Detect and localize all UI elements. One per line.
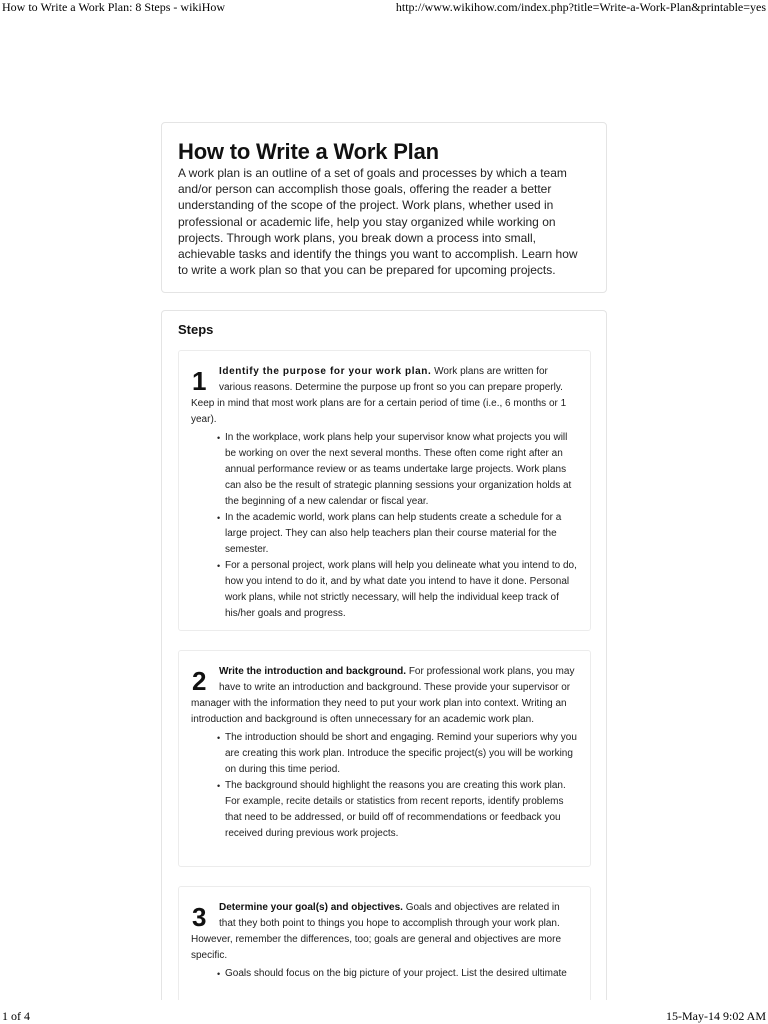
step-description — [191, 900, 578, 964]
step-bullet: • In the academic world, work plans can help students create a schedule for a large project. They can also help teachers plan their course material for the semester. — [225, 510, 578, 558]
print-footer — [0, 1009, 768, 1023]
step-bullet: • In the workplace, work plans help your supervisor know what projects you will be working on over the next several months. These often come right after an annual performance review or as teams undertake large projects. Work plans can also be the result of strategic planning sessions your organization holds at the beginning of a new calendar or fiscal year. — [225, 430, 578, 510]
step-heading: Identify the purpose for your work plan. — [219, 366, 432, 377]
step-bullet: • For a personal project, work plans will help you delineate what you intend to do, how you intend to do it, and by what date you intend to have it done. Personal work plans, while not strictly necessary, will help the individual keep track of his/her goals and progress. — [225, 558, 578, 622]
print-datetime: 15-May-14 9:02 AM — [666, 1009, 766, 1023]
intro-card — [161, 122, 607, 293]
step-heading: Determine your goal(s) and objectives. — [219, 902, 403, 913]
step-body: Work plans are written for various reasons. Determine the purpose up front so you can prepare properly. Keep in mind that most work plans are for a certain period of time (i.e., 6 months or 1 year). — [191, 366, 567, 425]
step-card-1 — [178, 350, 591, 631]
step-heading: Write the introduction and background. — [219, 666, 407, 677]
step-bullet-list — [191, 966, 578, 982]
step-card-3 — [178, 886, 591, 1000]
article-intro: A work plan is an outline of a set of goals and processes by which a team and/or person can accomplish those goals, offering the reader a better understanding of the scope of the project. Work plans, whether used in professional or academic life, help you stay organized while working on projects. Through work plans, you break down a process into small, achievable tasks and identify the things you want to accomplish. Learn how to write a work plan so that you can be prepared for upcoming projects. — [178, 166, 578, 278]
steps-section — [161, 310, 607, 1000]
print-header — [0, 0, 768, 14]
page-count: 1 of 4 — [2, 1009, 30, 1023]
step-description — [191, 364, 578, 428]
step-description — [191, 664, 578, 728]
step-bullet: • Goals should focus on the big picture of your project. List the desired ultimate — [225, 966, 578, 982]
steps-title: Steps — [178, 322, 214, 337]
step-bullet: • The introduction should be short and engaging. Remind your superiors why you are creating this work plan. Introduce the specific project(s) you will be working on during this time period. — [225, 730, 578, 778]
step-bullet: • The background should highlight the reasons you are creating this work plan. For example, recite details or statistics from recent reports, identify problems that need to be addressed, or build off of recommendations or feedback you received during previous work projects. — [225, 778, 578, 842]
step-bullet-list — [191, 730, 578, 842]
print-header-url[interactable]: http://www.wikihow.com/index.php?title=Write-a-Work-Plan&printable=yes — [395, 0, 766, 14]
step-body: For professional work plans, you may have to write an introduction and background. These provide your supervisor or manager with the information they need to put your work plan into context. Writing an introduction and background is often unnecessary for an academic work plan. — [191, 666, 575, 725]
step-number: 1 — [192, 366, 207, 396]
step-card-2 — [178, 650, 591, 867]
print-header-title: How to Write a Work Plan: 8 Steps - wikiHow — [2, 0, 226, 14]
step-number: 2 — [192, 666, 207, 696]
article-title: How to Write a Work Plan — [178, 139, 439, 164]
step-body: Goals and objectives are related in that they both point to things you hope to accomplish through your work plan. However, remember the differences, too; goals are general and objectives are more specific. — [191, 902, 562, 961]
step-bullet-list — [191, 430, 578, 622]
step-number: 3 — [192, 902, 207, 932]
